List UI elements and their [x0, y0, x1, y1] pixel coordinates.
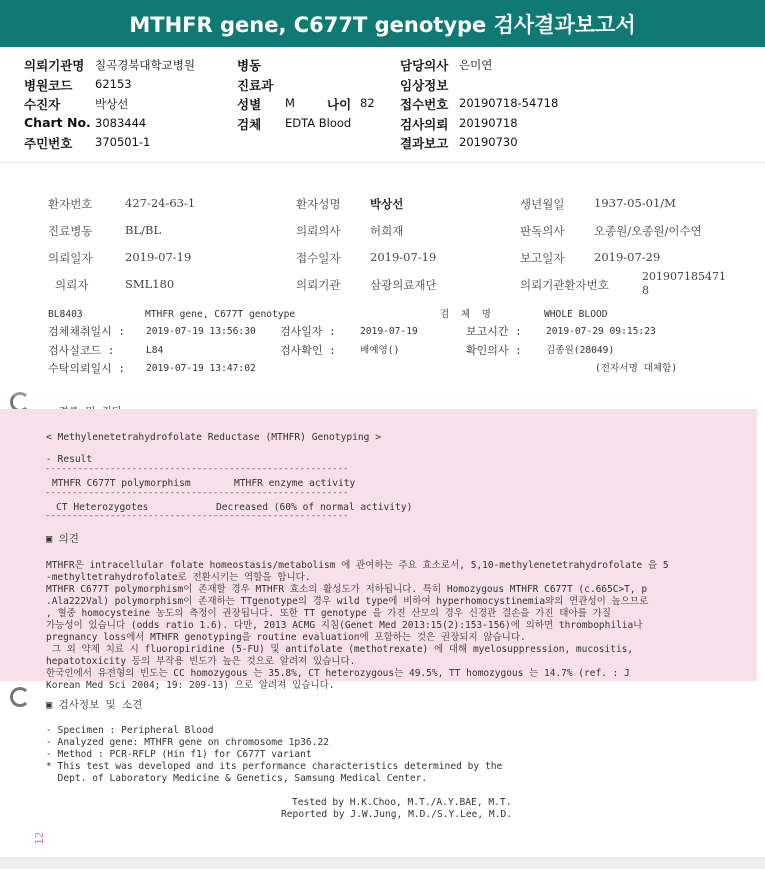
test-info-line: - Analyzed gene: MTHFR gene on chromosome 1p36.22: [46, 737, 330, 748]
value-chart-no: 3083444: [95, 116, 147, 130]
result-heading: < Methylenetetrahydrofolate Reductase (MTHFR) Genotyping >: [46, 432, 382, 443]
test-info-line: Dept. of Laboratory Medicine & Genetics, Samsung Medical Center.: [46, 773, 428, 784]
label-sex: 성별: [237, 97, 262, 112]
opinion-line: Korean Med Sci 2004; 19: 209-13) 으로 알려져 있습니다.: [46, 680, 335, 691]
label-test-request: 검사의뢰: [400, 117, 449, 132]
label-test-confirm: 검사확인 :: [280, 344, 336, 357]
section-test-info: ▣ 검사정보 및 소견: [46, 699, 143, 711]
label-requester: 의뢰자: [55, 278, 89, 292]
section-opinion: ▣ 의견: [46, 533, 79, 545]
test-name: MTHFR gene, C677T genotype: [145, 309, 296, 320]
label-resident-no: 주민번호: [24, 136, 73, 151]
value-requester: SML180: [125, 277, 175, 291]
value-patient-name: 박상선: [370, 197, 404, 211]
label-clinical-info: 임상정보: [400, 78, 449, 93]
value-collect-time: 2019-07-19 13:56:30: [146, 326, 256, 337]
label-lab-code: 검사실코드 :: [48, 344, 115, 357]
page-mark: 12: [33, 831, 46, 845]
label-receipt-no: 접수번호: [400, 97, 449, 112]
label-age: 나이: [327, 97, 352, 112]
value-doctor: 은미연: [459, 58, 493, 72]
label-specimen-name: 검 체 명: [440, 309, 491, 320]
value-sex: M: [285, 96, 295, 110]
test-code: BL8403: [48, 309, 83, 320]
label-req-date: 의뢰일자: [48, 251, 93, 265]
opinion-line: hepatotoxicity 등의 부작용 빈도가 높은 것으로 알려져 있습니다.: [46, 656, 356, 667]
value-dob: 1937-05-01/M: [594, 196, 676, 210]
value-enzyme-activity: Decreased (60% of normal activity): [216, 502, 413, 513]
test-info-line: * This test was developed and its performance characteristics determined by the: [46, 761, 503, 772]
opinion-line: , 혈중 homocysteine 농도의 측정이 권장됩니다. 또한 TT genotype 을 가진 산모의 경우 신경관 결손을 가진 태아를 가질: [46, 608, 611, 619]
opinion-line: 그 외 약제 치료 시 fluoropiridine (5-FU) 및 antifolate (methotrexate) 에 대해 myelosuppression, mucositis,: [46, 644, 634, 655]
label-report-date: 보고일자: [520, 251, 565, 265]
opinion-line: 가능성이 있습니다 (odds ratio 1.6). 다만, 2013 ACMG 지침(Genet Med 2013:15(2):153-156)에 의하면 thrombophilia나: [46, 620, 643, 631]
value-req-date: 2019-07-19: [125, 250, 192, 264]
value-receipt-no: 20190718-54718: [459, 96, 559, 110]
label-readers: 판독의사: [520, 224, 565, 238]
label-inst-patient-no: 의뢰기관환자번호: [520, 278, 609, 292]
value-recv-date: 2019-07-19: [370, 250, 437, 264]
label-req-doctor: 의뢰의사: [296, 224, 341, 238]
value-genotype: CT Heterozygotes: [56, 502, 149, 513]
value-examinee: 박상선: [95, 97, 129, 111]
col-polymorphism: MTHFR C677T polymorphism: [52, 478, 191, 489]
label-test-date: 검사일자 :: [280, 325, 336, 338]
value-test-date: 2019-07-19: [360, 326, 418, 337]
value-lab-code: L84: [146, 345, 164, 356]
value-inst-patient-no-1: 201907185471: [642, 270, 726, 283]
value-readers: 오종원/오종원/이수연: [594, 224, 702, 238]
test-info-line: - Method : PCR-RFLP (Hin f1) for C677T variant: [46, 749, 312, 760]
value-age: 82: [360, 96, 375, 110]
label-consign-time: 수탁의뢰일시 :: [48, 362, 126, 375]
label-dob: 생년월일: [520, 197, 565, 211]
label-ward-report: 진료병동: [48, 224, 93, 238]
label-recv-date: 접수일자: [296, 251, 341, 265]
divider: --------------------------------------------------------: [45, 512, 349, 521]
opinion-line: 한국인에서 유전형의 빈도는 CC homozygous 는 35.8%, CT heterozygous는 49.5%, TT homozygous 는 14.7% (ref. : J: [46, 668, 630, 679]
scanned-report: [0, 162, 765, 870]
value-test-confirm: 배예영(): [360, 345, 400, 356]
opinion-line: MTHFR은 intracellular folate homeostasis/metabolism 에 관여하는 주요 효소로서, 5,10-methylenetetrahydrofolate 을 5: [46, 560, 669, 571]
value-patient-no: 427-24-63-1: [125, 196, 196, 210]
label-confirm-doctor: 확인의사 :: [466, 344, 522, 357]
value-resident-no: 370501-1: [95, 135, 151, 149]
label-ward: 병동: [237, 58, 262, 73]
tested-by: Tested by H.K.Choo, M.T./A.Y.BAE, M.T.: [292, 797, 512, 808]
label-institution: 의뢰기관명: [24, 58, 85, 73]
label-result-report: 결과보고: [400, 136, 449, 151]
result-subheading: - Result: [46, 454, 93, 465]
divider: --------------------------------------------------------: [45, 465, 349, 474]
value-inst-patient-no-2: 8: [642, 284, 649, 297]
label-examinee: 수진자: [24, 97, 61, 112]
col-enzyme-activity: MTHFR enzyme activity: [234, 478, 356, 489]
label-patient-no: 환자번호: [48, 197, 93, 211]
value-institution: 칠곡경북대학교병원: [95, 58, 195, 72]
opinion-line: pregnancy loss에서 MTHFR genotyping을 routine evaluation에 포함하는 것은 권장되지 않습니다.: [46, 632, 526, 643]
label-hospital-code: 병원코드: [24, 78, 73, 93]
value-specimen: EDTA Blood: [285, 116, 352, 130]
value-req-doctor: 허희재: [370, 224, 404, 238]
label-department: 진료과: [237, 78, 274, 93]
value-hospital-code: 62153: [95, 77, 132, 91]
request-header: [0, 52, 765, 152]
label-chart-no: Chart No.: [24, 115, 91, 130]
page-bottom-edge: [0, 857, 765, 869]
label-patient-name: 환자성명: [296, 197, 341, 211]
opinion-line: -methyltetrahydrofolate로 전환시키는 역할을 합니다.: [46, 572, 311, 583]
label-collect-time: 검체채취일시 :: [48, 325, 126, 338]
value-consign-time: 2019-07-19 13:47:02: [146, 363, 256, 374]
value-result-report: 20190730: [459, 135, 518, 149]
value-report-date: 2019-07-29: [594, 250, 661, 264]
divider: --------------------------------------------------------: [45, 489, 349, 498]
value-req-institution: 삼광의료재단: [370, 278, 437, 292]
esign-note: (전자서명 대체함): [595, 363, 678, 374]
label-doctor: 담당의사: [400, 58, 449, 73]
opinion-line: MTHFR C677T polymorphism이 존재할 경우 MTHFR 효소의 활성도가 저하됩니다. 특히 Homozygous MTHFR C677T (c.665C>T, p: [46, 584, 648, 595]
value-report-time: 2019-07-29 09:15:23: [546, 326, 656, 337]
report-title: MTHFR gene, C677T genotype 검사결과보고서: [0, 0, 765, 47]
binder-hole-icon: [10, 687, 30, 707]
test-info-line: - Specimen : Peripheral Blood: [46, 725, 214, 736]
value-ward-report: BL/BL: [125, 223, 162, 237]
reported-by: Reported by J.W.Jung, M.D./S.Y.Lee, M.D.: [281, 809, 513, 820]
value-confirm-doctor: 김종원(28049): [546, 345, 615, 356]
label-req-institution: 의뢰기관: [296, 278, 341, 292]
value-specimen-name: WHOLE BLOOD: [544, 309, 608, 320]
opinion-line: .Ala222Val) polymorphism이 존재하는 TTgenotype의 경우 wild type에 비하여 hyperhomocystinemia와의 연관성이 높으므로: [46, 596, 649, 607]
value-test-request: 20190718: [459, 116, 518, 130]
label-report-time: 보고시간 :: [466, 325, 522, 338]
label-specimen: 검체: [237, 117, 262, 132]
